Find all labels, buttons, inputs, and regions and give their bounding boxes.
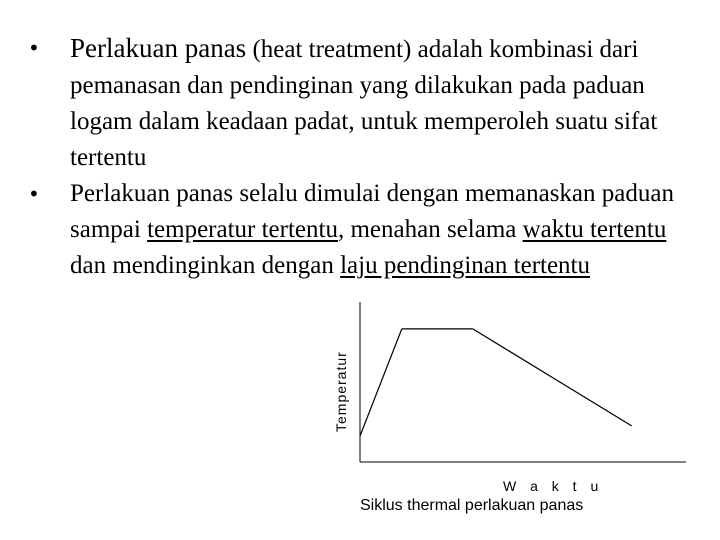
underlined-term-cooling-rate: laju pendinginan tertentu: [340, 252, 591, 279]
x-axis-label: W a k t u: [503, 478, 604, 494]
chart-caption: Siklus thermal perlakuan panas: [360, 497, 584, 514]
bullet-text: Perlakuan panas selalu dimulai dengan memanaskan paduan sampai: [70, 180, 674, 243]
bullet-item-process: [28, 176, 708, 284]
bullet-text: dan mendinginkan dengan: [70, 252, 341, 279]
series-segment-1: [360, 329, 402, 436]
underlined-term-time: waktu tertentu: [522, 216, 667, 243]
series-thermal-cycle: [360, 329, 632, 436]
bullet-item-definition: [28, 30, 708, 176]
bullet-text: , menahan selama: [337, 216, 523, 243]
thermal-cycle-chart: [320, 290, 700, 500]
underlined-term-temperature: temperatur tertentu: [147, 216, 338, 243]
series-segment-3: [473, 329, 632, 426]
bullet-text: (heat treatment) adalah kombinasi dari pemanasan dan pendinginan yang dilakukan pada paduan logam dalam keadaan padat, untuk memperoleh suatu sifat tertentu: [70, 36, 658, 171]
bullet-dot-icon: •: [28, 36, 40, 60]
bullet-list: [28, 30, 708, 284]
y-axis-label: Temperatur: [333, 351, 349, 432]
bullet-lead-term: Perlakuan panas: [70, 33, 247, 63]
bullet-dot-icon: •: [28, 182, 40, 206]
